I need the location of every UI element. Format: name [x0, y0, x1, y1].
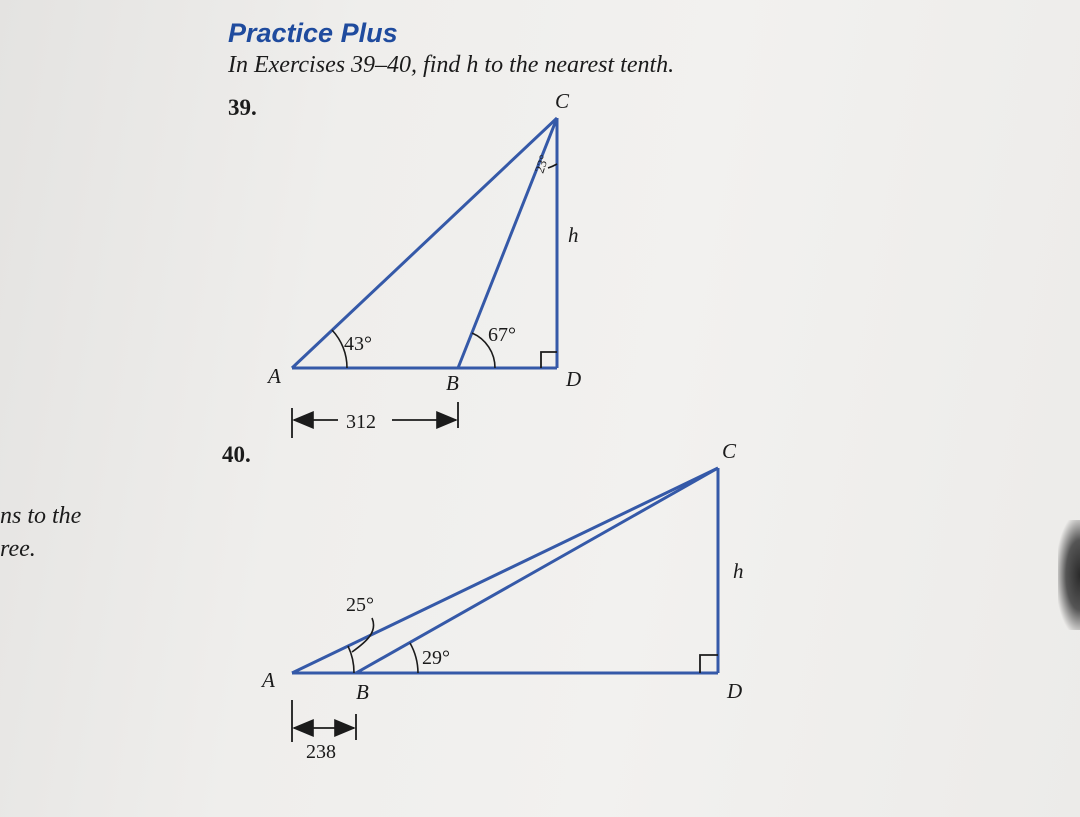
ex40-angle-arc-a [348, 646, 354, 673]
ex39-length-ab: 312 [346, 411, 376, 433]
ex39-label-a: A [268, 364, 281, 388]
ex40-label-b: B [356, 680, 369, 704]
ex39-angle-a-label: 43° [344, 333, 372, 355]
ex39-label-c: C [555, 89, 570, 113]
ex40-length-ab: 238 [306, 741, 336, 763]
margin-text-line-2: ree. [0, 536, 36, 562]
ex40-angle-b-label: 29° [422, 647, 450, 669]
margin-text-line-1: ns to the [0, 503, 82, 529]
ex40-segment-bc [356, 468, 718, 673]
ex39-angle-c-label: 23° [531, 152, 552, 175]
ex40-label-a: A [262, 668, 275, 692]
exercise-39-number: 39. [228, 95, 257, 120]
exercise-40-number: 40. [222, 442, 251, 467]
ex39-label-h: h [568, 223, 579, 247]
ex40-angle-arc-b [410, 643, 418, 673]
exercise-39-figure [266, 89, 581, 438]
ex40-right-angle-marker [700, 655, 718, 673]
ex39-label-b: B [446, 371, 459, 395]
ex40-label-h: h [733, 559, 744, 583]
exercise-instructions: In Exercises 39–40, find h to the nearest tenth. [228, 52, 675, 78]
ex40-label-c: C [722, 439, 737, 463]
ex39-angle-b-label: 67° [488, 324, 516, 346]
ex40-angle-a-label: 25° [346, 594, 374, 616]
ex39-right-angle-marker [541, 352, 557, 368]
ex40-label-d: D [727, 679, 743, 703]
ex39-label-d: D [566, 367, 582, 391]
exercise-40-figure [260, 439, 744, 763]
section-heading: Practice Plus [228, 18, 398, 48]
ex40-segment-ac [292, 468, 718, 673]
ex40-leader-25 [352, 618, 374, 652]
